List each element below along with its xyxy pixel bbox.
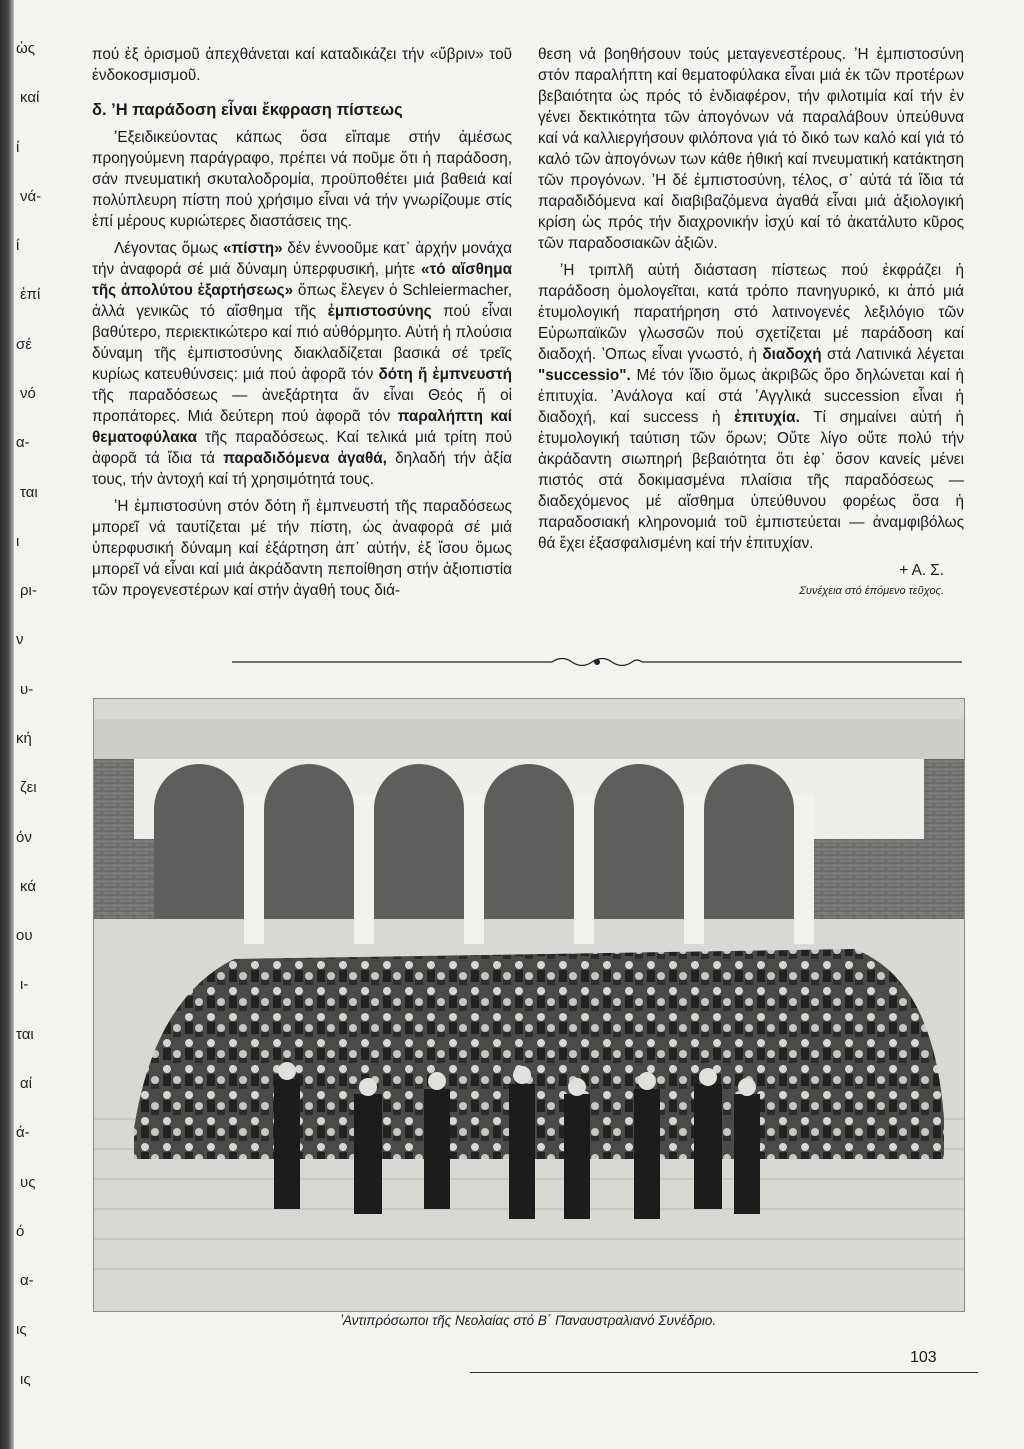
continued-note: Συνέχεια στό ἑπόμενο τεῦχος.: [799, 585, 944, 597]
footer-rule: [470, 1372, 978, 1373]
margin-fragment: αί: [20, 1075, 33, 1092]
margin-fragment: υ-: [20, 681, 34, 698]
paragraph: ʼΗ τριπλῆ αὐτή διάσταση πίστεως πού ἐκφράζει ἡ παράδοση ὁμολογεῖται, κατά τρόπο πανηγυρικό, κι ἀπό μιά ἐτυμολογική παρατήρηση στό λατινογενές λεξιλόγιο τῶν Εὐρωπαϊκῶν γλωσσῶν πού σχετίζεται μέ παράδοση καί διαδοχή. ʼΟπως εἶναι γνωστό, ἡ διαδοχή στά Λατινικά λέγεται "successio". Μέ τόν ἴδιο ὅμως ἀκριβῶς ὅρο δηλώνεται καί ἡ ἐπιτυχία. ʼΑνάλογα καί στά ʼΑγγλικά succession εἶναι ἡ διαδοχή, καί success ἡ ἐπιτυχία. Τί σημαίνει αὐτή ἡ ἐτυμολογική ταύτιση τῶν ὅρων; Οὔτε λίγο οὔτε πολύ τήν ἀκράδαντη σιωπηρή βεβαιότητα ὅτι ἐφ᾽ ὅσον κανείς μένει πιστός στά δοκιμασμένα πλαίσια τῆς παραδόσεως — διαδεχόμενος μέ αἴσθημα ὑπεύθυνου φορέως ὅσα ἡ παραδοσιακή κληρονομιά τοῦ ἐμπιστεύεται — ἀναμφιβόλως θά ἔχει ἐξασφαλισμένη καί τήν ἐπιτυχίαν.: [538, 262, 965, 552]
margin-fragment: όν: [16, 829, 32, 846]
paragraph: θεση νά βοηθήσουν τούς μεταγενεστέρους. ʼΗ ἐμπιστοσύνη στόν παραλήπτη καί θεματοφύλακα εἶναι μιά ἐκ τῶν προτέρων βεβαιότητα ὡς πρός τό ἐνδιαφέρον, τήν φιλοτιμία καί τήν ἐν γένει δεκτικότητα τῶν ἀπογόνων νά παραλάβουν ὑπεύθυνα καί νά καλλιεργήσουν φιλόπονα γιά τό δικό των καλό καί γιά τό καλό τῶν ἀπογόνων των κάθε ἠθική καί πνευματική κατάκτηση τῶν προγόνων. ʼΗ δέ ἐμπιστοσύνη, τέλος, σ᾽ αὐτά τά ἴδια τά παραδιδόμενα καί διαβιβαζόμενα ἀγαθά εἶναι μιά ἀξιολογική κρίση ὡς πρός τήν διαχρονικήν ἰσχύ καί τό ἀκατάλυτο κῦρος τῶν παραδοσιακῶν ἀξιῶν.: [538, 46, 964, 252]
paragraph: ʼΕξειδικεύοντας κάπως ὅσα εἴπαμε στήν ἀμέσως προηγούμενη παράγραφο, πρέπει νά ποῦμε ὅτι ἡ παράδοση, σάν πνευματική σκυταλοδρομία, προϋποθέτει μιά βαθειά καί πολύπλευρη πίστη πού χρήσιμο εἶναι νά τήν γνωρίζουμε στίς ἐπί μέρους κυριώτερες διαστάσεις της.: [92, 129, 512, 230]
photo-illustration: [94, 699, 964, 1311]
page-number: 103: [910, 1349, 937, 1366]
margin-fragment: ό: [16, 1223, 25, 1240]
margin-fragment: ν: [16, 631, 24, 648]
margin-fragment: ρι-: [20, 582, 37, 599]
margin-fragment: ις: [20, 1371, 31, 1388]
margin-fragment: σέ: [16, 336, 32, 353]
margin-fragment: ί: [16, 237, 20, 254]
margin-fragment: ά-: [16, 1124, 30, 1141]
margin-fragment: ι-: [20, 976, 29, 993]
margin-fragment: νά-: [20, 188, 42, 205]
ornamental-divider: [232, 655, 962, 669]
photo-caption: ʼΑντιπρόσωποι τῆς Νεολαίας στό Β΄ Παναυστραλιανό Συνέδριο.: [339, 1313, 717, 1328]
margin-fragment: κή: [16, 730, 32, 747]
previous-page-margin: [16, 40, 66, 1440]
margin-fragment: καί: [20, 89, 40, 106]
column-left: [92, 44, 512, 607]
margin-fragment: ται: [20, 484, 38, 501]
scan-shadow: [0, 0, 14, 1449]
margin-fragment: ι: [16, 533, 20, 550]
group-photo: [93, 698, 965, 1312]
margin-fragment: κά: [20, 878, 36, 895]
margin-fragment: ου: [16, 927, 33, 944]
paragraph: ʼΗ ἐμπιστοσύνη στόν δότη ἤ ἐμπνευστή τῆς παραδόσεως μπορεῖ νά ταυτίζεται μέ τήν πίστη, ὡς ἀναφορά σέ μιά ὑπερφυσική δύναμη καί ἐξάρτηση ἀπ᾽ αὐτήν, ἐξ ἴσου ὅμως μπορεῖ νά εἶναι καί μιά ἀκράδαντη πεποίθηση στήν ἀξιοπιστία τῶν προγενεστέρων καί στήν ἀγαθή τους διά-: [92, 498, 512, 599]
margin-fragment: νό: [20, 385, 36, 402]
margin-fragment: ζει: [20, 779, 37, 796]
margin-fragment: α-: [16, 434, 30, 451]
column-right: [538, 44, 964, 602]
margin-fragment: α-: [20, 1272, 34, 1289]
section-heading: δ. ʼΗ παράδοση εἶναι ἔκφραση πίστεως: [92, 101, 403, 119]
author-signature: + Α. Σ.: [899, 562, 944, 579]
margin-fragment: ί: [16, 139, 20, 156]
margin-fragment: ις: [16, 1321, 27, 1338]
margin-fragment: ἐπί: [20, 286, 41, 303]
paragraph: Λέγοντας ὅμως «πίστη» δέν ἐννοοῦμε κατ᾽ ἀρχήν μονάχα τήν ἀναφορά σέ μιά δύναμη ὑπερφυσική, μήτε «τό αἴσθημα τῆς ἀπολύτου ἐξαρτήσεως» ὅπως ἔλεγεν ὁ Schleiermacher, ἀλλά γενικῶς τό αἴσθημα τῆς ἐμπιστοσύνης πού εἶναι βαθύτερο, περιεκτικώτερο καί πιό αὐθόρμητο. Αὐτή ἡ πλούσια δύναμη τῆς ἐμπιστοσύνης διακλαδίζεται βασικά σέ τρεῖς κυρίως κατευθύνσεις: μιά πού ἀφορᾶ τόν δότη ἤ ἐμπνευστή τῆς παραδόσεως — ἀνεξάρτητα ἄν εἶναι Θεός ἤ οἱ προπάτορες. Μιά δεύτερη πού ἀφορᾶ τόν παραλήπτη καί θεματοφύλακα τῆς παραδόσεως. Καί τελικά μιά τρίτη πού ἀφορᾶ τά ἴδια τά παραδιδόμενα ἀγαθά, δηλαδή τήν ἀξία τους, τήν ἀντοχή καί τή χρησιμότητά τους.: [92, 240, 513, 488]
margin-fragment: ται: [16, 1026, 34, 1043]
margin-fragment: ὡς: [16, 40, 35, 57]
margin-fragment: υς: [20, 1174, 36, 1191]
paragraph-intro: πού ἐξ ὁρισμοῦ ἀπεχθάνεται καί καταδικάζει τήν «ὕβριν» τοῦ ἐνδοκοσμισμοῦ.: [92, 46, 512, 84]
